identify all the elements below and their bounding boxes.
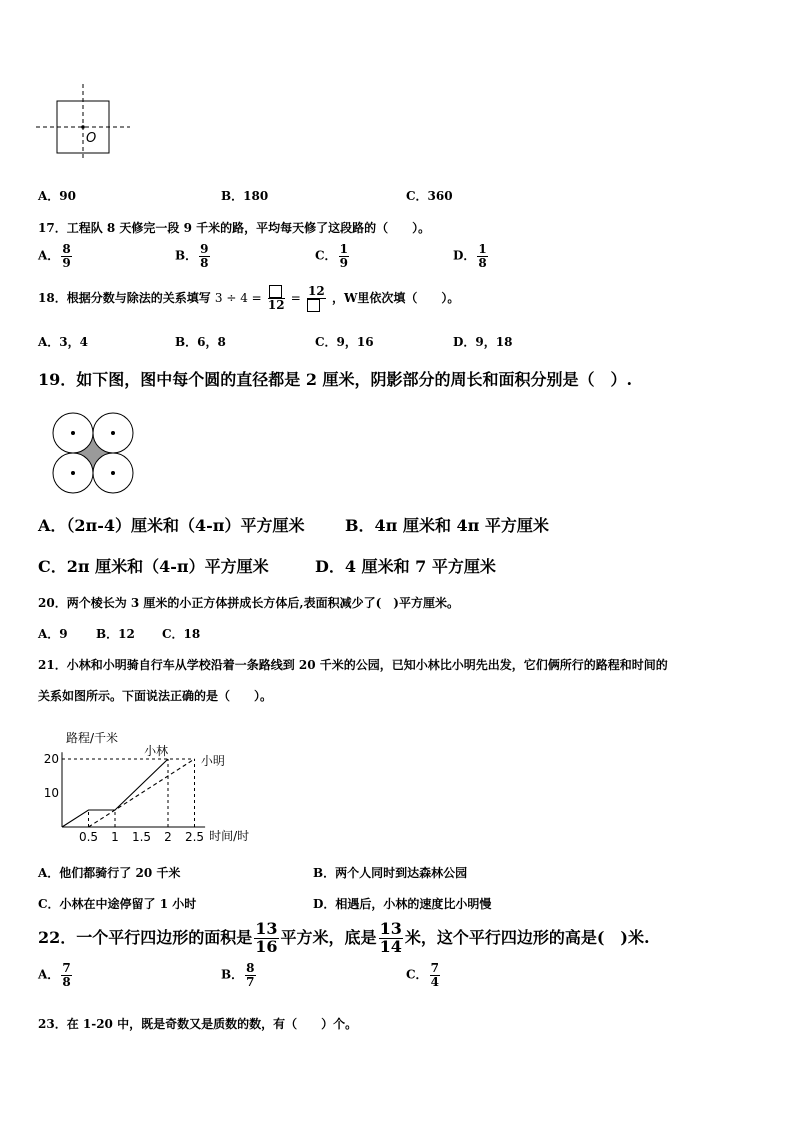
q22-option-c[interactable]: C． $\frac{7}{4}$ — [406, 961, 439, 989]
y-axis-label: 路程/千米 — [66, 731, 119, 745]
blank-box — [269, 285, 282, 298]
q21-option-c[interactable]: C．小林在中途停留了 1 小时 — [38, 897, 197, 911]
x-tick-label: 2.5 — [184, 830, 205, 844]
q18-option-a[interactable]: A．3，4 — [38, 335, 89, 349]
distance-time-chart — [36, 725, 276, 850]
q18-option-d[interactable]: D．9，18 — [453, 335, 513, 349]
square-axes-figure — [36, 84, 132, 158]
q18-option-b[interactable]: B．6，8 — [175, 335, 226, 349]
series-line-xiaoming — [89, 759, 195, 827]
y-tick-label: 20 — [43, 752, 59, 766]
y-tick-label: 10 — [43, 786, 59, 800]
q21-stem-line1: 21．小林和小明骑自行车从学校沿着一条路线到 20 千米的公园，已知小林比小明先出发，它们俩所行的路程和时间的 — [38, 658, 668, 672]
q16-option-a[interactable]: A．90 — [38, 189, 77, 203]
x-tick-label: 1.5 — [131, 830, 152, 844]
q20-option-b[interactable]: B．12 — [96, 627, 135, 641]
q23-stem: 23．在 1-20 中，既是奇数又是质数的数，有（ ）个。 — [38, 1017, 358, 1031]
q17-option-b[interactable]: B． $\frac{9}{8}$ — [175, 242, 209, 270]
q17-option-a[interactable]: A． $\frac{8}{9}$ — [38, 242, 71, 270]
blank-box — [307, 299, 320, 312]
q20-option-a[interactable]: A．9 — [38, 627, 68, 641]
q19-stem: 19．如下图，图中每个圆的直径都是 2 厘米，阴影部分的周长和面积分别是（ ）. — [38, 370, 633, 389]
q17-option-c[interactable]: C． $\frac{1}{9}$ — [315, 242, 348, 270]
point-o-label: O — [86, 131, 97, 146]
q22-stem: 22．一个平行四边形的面积是 $\frac{13}{16}$ 平方米，底是 $\frac{13}{14}$ 米，这个平行四边形的高是( )米. — [38, 919, 650, 956]
q21-option-a[interactable]: A．他们都骑行了 20 千米 — [38, 866, 181, 880]
q21-option-b[interactable]: B．两个人同时到达森林公园 — [313, 866, 468, 880]
x-tick-label: 0.5 — [78, 830, 99, 844]
q20-option-c[interactable]: C．18 — [162, 627, 201, 641]
q19-option-d[interactable]: D．4 厘米和 7 平方厘米 — [315, 557, 496, 576]
four-circles-figure — [50, 411, 136, 495]
series-label-xiaolin: 小林 — [144, 744, 169, 758]
x-tick-label: 2 — [164, 830, 172, 844]
q16-option-b[interactable]: B．180 — [221, 189, 269, 203]
q19-option-a[interactable]: A．（2π-4）厘米和（4-π）平方厘米 — [38, 516, 305, 535]
q22-option-b[interactable]: B． $\frac{8}{7}$ — [221, 961, 255, 989]
q17-option-d[interactable]: D． $\frac{1}{8}$ — [453, 242, 487, 270]
q17-stem: 17．工程队 8 天修完一段 9 千米的路，平均每天修了这段路的（ ）。 — [38, 221, 431, 235]
x-axis-label: 时间/时 — [209, 829, 250, 843]
q18-stem: 18．根据分数与除法的关系填写 3 ÷ 4 = 12 = 12 ，W里依次填（ ）。 — [38, 284, 460, 312]
q16-option-c[interactable]: C．360 — [406, 189, 453, 203]
q19-option-c[interactable]: C．2π 厘米和（4-π）平方厘米 — [38, 557, 269, 576]
q19-option-b[interactable]: B．4π 厘米和 4π 平方厘米 — [345, 516, 549, 535]
series-label-xiaoming: 小明 — [200, 754, 225, 768]
q21-option-d[interactable]: D．相遇后，小林的速度比小明慢 — [313, 897, 492, 911]
x-tick-label: 1 — [111, 830, 119, 844]
q22-option-a[interactable]: A． $\frac{7}{8}$ — [38, 961, 71, 989]
series-line-xiaolin — [62, 759, 168, 827]
q20-stem: 20．两个棱长为 3 厘米的小正方体拼成长方体后,表面积减少了( )平方厘米。 — [38, 596, 459, 610]
q18-option-c[interactable]: C．9，16 — [315, 335, 374, 349]
q21-stem-line2: 关系如图所示。下面说法正确的是（ ）。 — [38, 689, 273, 703]
